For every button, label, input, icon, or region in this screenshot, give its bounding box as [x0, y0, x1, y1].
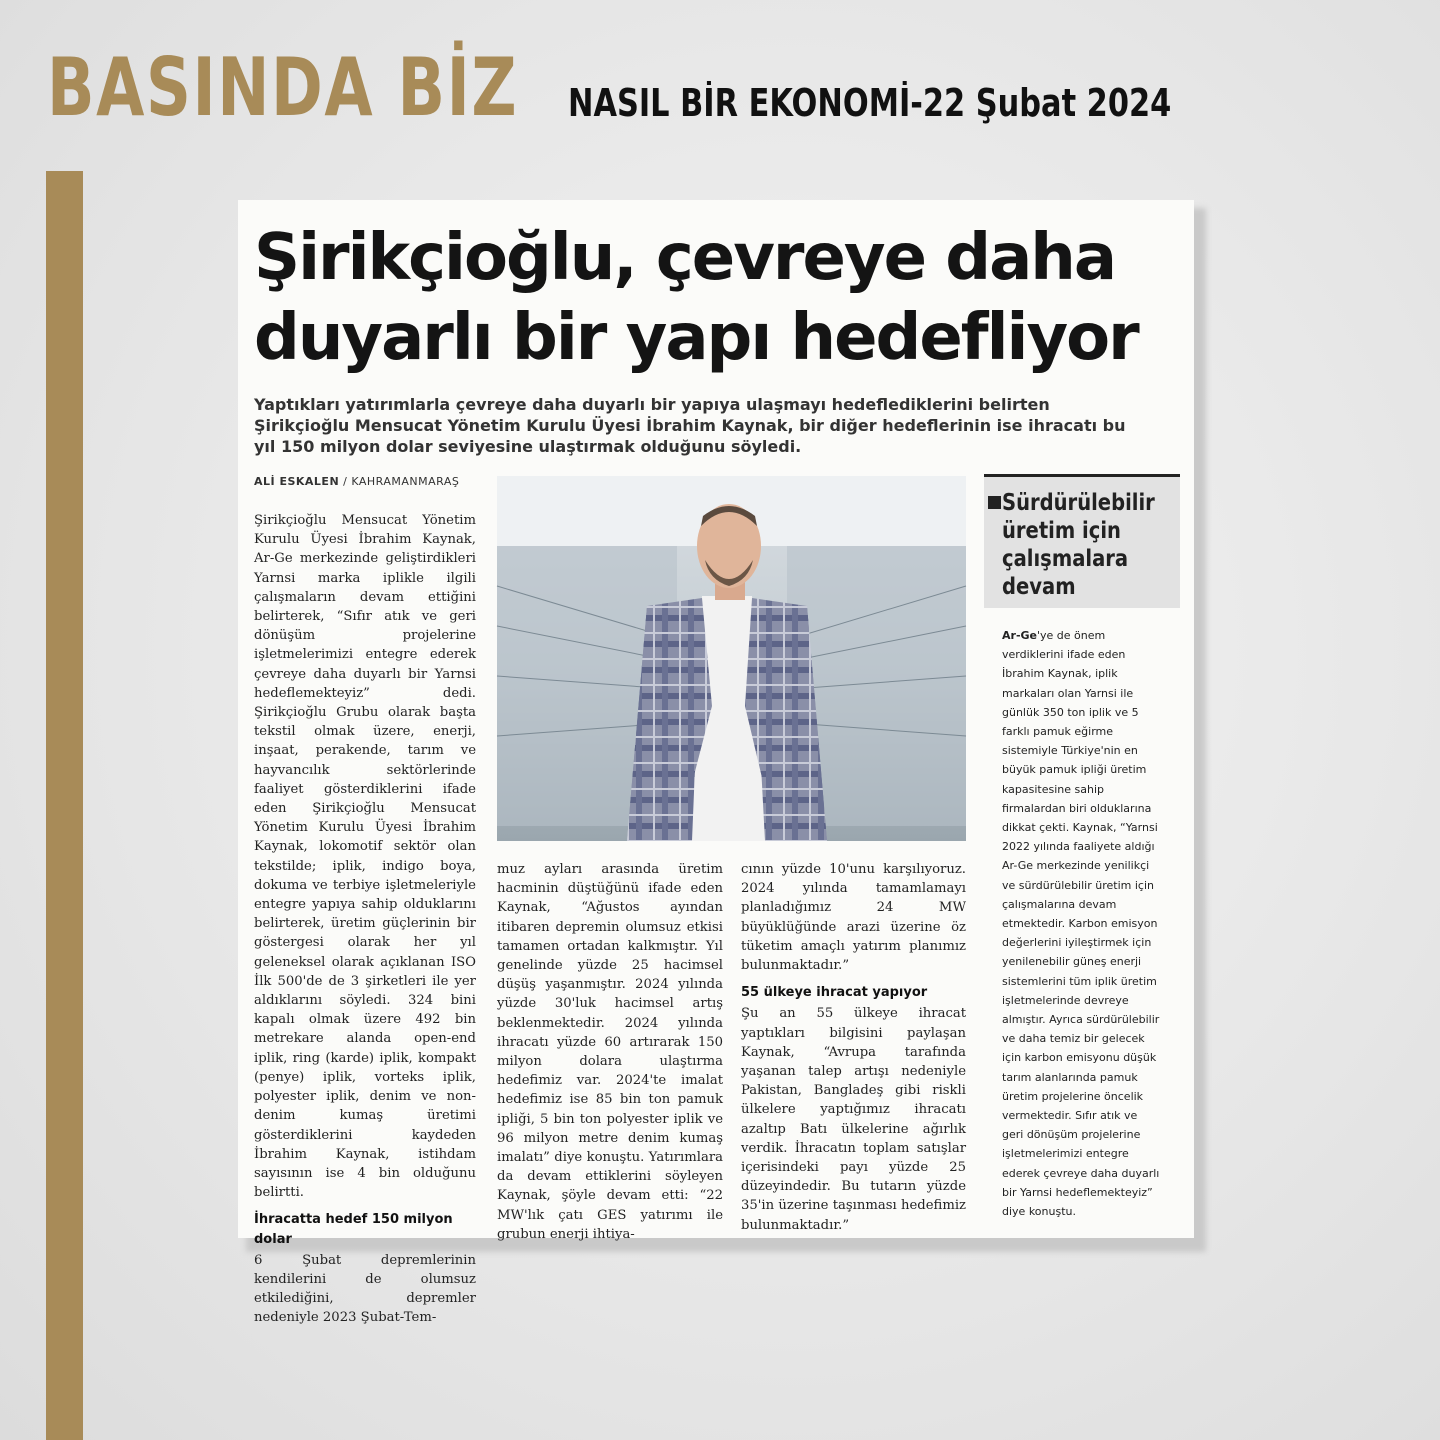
column-2-paragraph: muz ayları arasında üretim hacminin düştüğünü ifade eden Kaynak, “Ağustos ayından itibaren depremin olumsuz etkisi tamamen ortadan kalkmıştır. Yıl genelinde yüzde 25 hacimsel düşüş yaşanmıştır. 2024 yılında yüzde 30'luk hacimsel artış beklenmektedir. 2024 yılında ihracatı yüzde 60 artırarak 150 milyon dolara ulaştırma hedefimiz var. 2024'te imalat hedefimiz ise 85 bin ton pamuk ipliği, 5 bin ton polyester iplik ve 96 milyon metre denim kumaş imalatı” diye konuştu. Yatırımlara da devam ettiklerini söyleyen Kaynak, şöyle devam etti: “22 MW'lık çatı GES yatırımı ile grubun enerji ihtiya- [497, 862, 723, 1242]
sidebar-body: 'ye de önem verdiklerini ifade eden İbrahim Kaynak, iplik markaları olan Yarnsi ile günlük 350 ton iplik ve 5 farklı pamuk eğirme sistemiyle Türkiye'nin en büyük pamuk ipliği üretim kapasitesine sahip firmalardan biri olduklarına dikkat çekti. Kaynak, “Yarnsi 2022 yılında faaliyete aldığı Ar-Ge merkezinde yenilikçi ve sürdürülebilir üretim için çalışmalarına devam etmektedir. Karbon emisyon değerlerini iyileştirmek için yenilenebilir güneş enerji sistemlerini tüm iplik üretim işletmelerinde devreye almıştır. Ayrıca sürdürülebilir ve daha temiz bir gelecek için karbon emisyonu düşük tarım alanlarında pamuk üretim projelerine öncelik vermektedir. Sıfır atık ve geri dönüşüm projelerine işletmelerimizi entegre ederek çevreye daha duyarlı bir Yarnsi hedeflemekteyiz” diye konuştu. [1002, 629, 1160, 1219]
square-bullet-icon [988, 496, 1001, 509]
article-byline [254, 475, 459, 488]
brand-title: BASINDA BİZ [47, 41, 519, 134]
factory-photo [497, 476, 966, 841]
column-3-paragraph: cının yüzde 10'unu karşılıyoruz. 2024 yılında tamamlamayı planladığımız 24 MW büyüklüğünde arazi üzerine öz tüketim amaçlı yatırım planımız bulunmaktadır.” [741, 862, 966, 974]
column-1-paragraph-2: 6 Şubat depremlerinin kendilerini de olumsuz etkilediğini, depremler nedeniyle 2023 Şubat-Tem- [254, 1252, 476, 1326]
column-1-paragraph: Şirikçioğlu Mensucat Yönetim Kurulu Üyesi İbrahim Kaynak, Ar-Ge merkezinde geliştirdikleri Yarnsi marka iplikle ilgili çalışmaların devam ettiğini belirterek, “Sıfır atık ve geri dönüşüm projelerine işletmelerimizi entegre ederek çevreye daha duyarlı bir Yarnsi hedeflemekteyiz” dedi. Şirikçioğlu Grubu olarak başta tekstil olmak üzere, enerji, inşaat, perakende, tarım ve hayvancılık sektörlerinde faaliyet gösterdiklerini ifade eden Şirikçioğlu Mensucat Yönetim Kurulu Üyesi İbrahim Kaynak, lokomotif sektör olan tekstilde; iplik, indigo boya, dokuma ve terbiye işletmeleriyle entegre yapıya sahip olduklarını belirterek, üretim güçlerinin bir göstergesi olarak her yıl geleneksel olarak açıklanan ISO İlk 500'de de 3 şirketleri ile yer aldıklarını söyledi. 324 bini kapalı olmak üzere 492 bin metrekare alanda open-end iplik, ring (karde) iplik, kompakt (penye) iplik, vorteks iplik, polyester iplik, denim ve non-denim kumaş üretimi gösterdiklerini kaydeden İbrahim Kaynak, istihdam sayısının ise 4 bin olduğunu belirtti. [254, 513, 476, 1201]
subheading-55-countries: 55 ülkeye ihracat yapıyor [741, 985, 928, 1001]
sidebar-lead-word: Ar-Ge [1002, 629, 1037, 642]
gold-accent-bar [46, 171, 83, 1440]
subheading-export-target: İhracatta hedef 150 milyon dolar [254, 1212, 453, 1247]
sidebar-title-box [984, 477, 1180, 608]
sidebar-box [984, 474, 1180, 1219]
article-headline: Şirikçioğlu, çevreye daha duyarlı bir yapı hedefliyor [254, 221, 1138, 375]
source-date-line: NASIL BİR EKONOMİ-22 Şubat 2024 [568, 81, 1172, 125]
article-lede: Yaptıkları yatırımlarla çevreye daha duyarlı bir yapıya ulaşmayı hedeflediklerini belirten Şirikçioğlu Mensucat Yönetim Kurulu Üyesi İbrahim Kaynak, bir diğer hedeflerinin ise ihracatı bu yıl 150 milyon dolar seviyesine ulaştırmak olduğunu söyledi. [254, 395, 1126, 456]
newspaper-clipping [238, 200, 1194, 1326]
article-column-1 [254, 511, 476, 1328]
article-column-3 [741, 860, 966, 1235]
author-name: ALİ ESKALEN [254, 475, 340, 488]
sidebar-title: Sürdürülebilir üretim için çalışmalara devam [1002, 490, 1155, 600]
portrait-in-factory-image [497, 476, 966, 841]
column-3-paragraph-2: Şu an 55 ülkeye ihracat yaptıkları bilgisini paylaşan Kaynak, “Avrupa tarafında yaşanan talep artışı nedeniyle Pakistan, Bangladeş gibi riskli ülkelere yaptığımız ihracatı azaltıp Batı ülkelerine ağırlık verdik. İhracatın toplam satışlar içerisindeki payı yüzde 25 düzeyindedir. Bu tutarın yüzde 35'in üzerine taşınması hedefimiz bulunmaktadır.” [741, 1006, 966, 1233]
sidebar-text [1002, 626, 1162, 1221]
article-column-2 [497, 860, 723, 1244]
author-location: / KAHRAMANMARAŞ [343, 475, 460, 488]
